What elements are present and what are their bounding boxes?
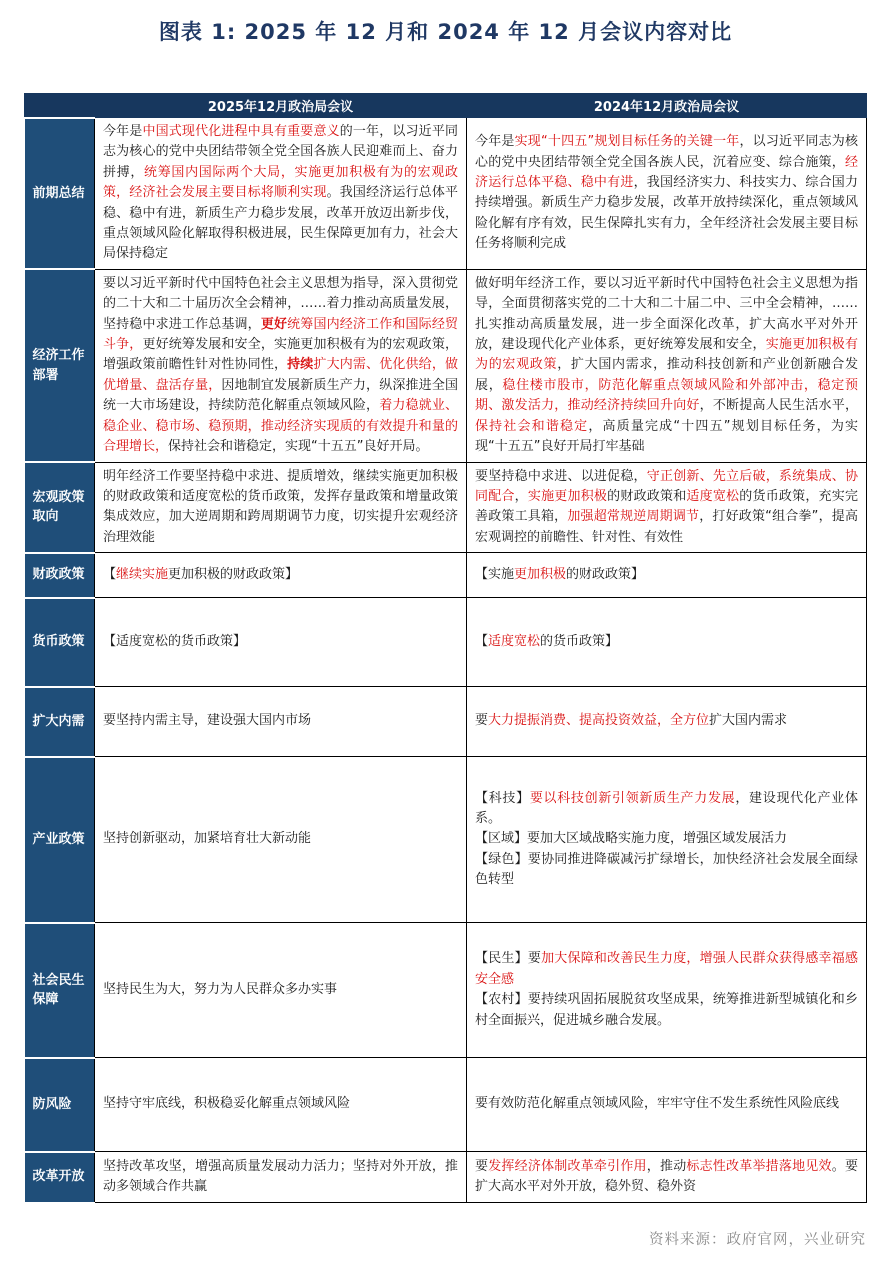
row-label: 扩大内需 <box>25 687 95 757</box>
emphasis-text: 标志性改革举措落地见效 <box>686 1158 832 1174</box>
body-text: ，以习近平同志为核心的党中央团结带领全党全国各族人民，沉着应变、综合施策， <box>475 134 858 170</box>
row-label: 产业政策 <box>25 757 95 923</box>
table-header-row <box>25 94 867 118</box>
body-text: 要坚持稳中求进、以进促稳， <box>475 468 647 484</box>
table-row <box>25 687 867 757</box>
cell-2025 <box>95 462 467 553</box>
table-row <box>25 757 867 923</box>
table-row <box>25 1152 867 1203</box>
cell-2025 <box>95 269 467 462</box>
cell-2024 <box>467 462 867 553</box>
emphasis-text: 经济运行总体平稳、稳中有进 <box>475 154 858 191</box>
emphasis-text: 适度宽松 <box>488 633 541 649</box>
body-text: ，扩大国内需求，推动科技创新和产业创新融合发展， <box>475 357 858 393</box>
body-text: 的货币政策】 <box>540 633 619 649</box>
body-text: 的财政政策】 <box>566 566 645 582</box>
cell-2024 <box>467 553 867 598</box>
emphasis-text: 加强超常规逆周期调节 <box>567 509 700 525</box>
cell-2024 <box>467 118 867 270</box>
body-text: 坚持守牢底线，积极稳妥化解重点领域风险 <box>103 1096 351 1112</box>
body-text: 今年是 <box>475 134 515 150</box>
table-body <box>25 118 867 1203</box>
cell-2025 <box>95 118 467 270</box>
body-text: 【农村】要持续巩固拓展脱贫攻坚成果，统筹推进新型城镇化和乡村全面振兴，促进城乡融合发展。 <box>475 992 858 1028</box>
body-text: 【 <box>103 566 117 582</box>
body-text: 坚持创新驱动，加紧培育壮大新动能 <box>103 831 312 847</box>
body-text: 【民生】要 <box>475 951 542 967</box>
cell-2025 <box>95 1152 467 1203</box>
emphasis-text: 中国式现代化进程中具有重要意义 <box>142 124 340 139</box>
body-text: 明年经济工作要坚持稳中求进、提质增效，继续实施更加积极的财政政策和适度宽松的货币政策，发挥存量政策和增量政策集成效应，加大逆周期和跨周期调节力度，切实提升宏观经济治理效能 <box>103 468 458 545</box>
body-text: 要 <box>475 1158 489 1174</box>
emphasis-text: 统筹国内经济工作和国际经贸斗争， <box>103 316 458 353</box>
row-label: 货币政策 <box>25 598 95 687</box>
emphasis-text: 发挥经济体制改革牵引作用 <box>488 1158 647 1174</box>
cell-2025 <box>95 1058 467 1152</box>
body-text: 。我国经济运行总体平稳、稳中有进，新质生产力稳步发展，改革开放迈出新步伐，重点领域风险化解取得积极进展，民生保障更加有力，社会大局保持稳定 <box>103 185 458 262</box>
emphasis-text: 守正创新、先立后破，系统集成、协同配合 <box>475 468 858 504</box>
emphasis-text: 持续 <box>287 357 314 373</box>
emphasis-text: 大力提振消费、提高投资效益，全方位 <box>488 713 710 729</box>
table-row <box>25 598 867 687</box>
body-text: 今年是 <box>103 124 143 139</box>
body-text: ，高质量完成“十四五”规划目标任务，为实现“十五五”良好开局打牢基础 <box>475 418 858 455</box>
body-text: ，打好政策“组合拳”，提高宏观调控的前瞻性、针对性、有效性 <box>475 509 858 545</box>
emphasis-text: 要以科技创新引领新质生产力发展 <box>529 790 736 806</box>
page-title: 图表 1: 2025 年 12 月和 2024 年 12 月会议内容对比 <box>158 20 733 44</box>
emphasis-text: 扩大内需、优化供给，做优增量、盘活存量， <box>103 357 458 393</box>
cell-2024 <box>467 269 867 462</box>
body-text: ，建设现代化产业体系。 <box>475 790 858 827</box>
row-label: 前期总结 <box>25 118 95 270</box>
cell-2025 <box>95 687 467 757</box>
row-label: 社会民生保障 <box>25 923 95 1058</box>
body-text: 保持社会和谐稳定，实现“十五五”良好开局。 <box>168 439 429 455</box>
body-text: 的财政政策和 <box>607 488 687 504</box>
emphasis-text: 实施更加积极有为的宏观政策 <box>475 337 858 373</box>
emphasis-text: 更好 <box>260 316 288 332</box>
emphasis-text: 统筹国内国际两个大局，实施更加积极有为的宏观政策，经济社会发展主要目标将顺利实现 <box>103 164 458 201</box>
table-row <box>25 1058 867 1152</box>
body-text: 的一年，以习近平同志为核心的党中央团结带领全党全国各族人民迎难而上、奋力拼搏， <box>103 124 458 180</box>
cell-2025 <box>95 553 467 598</box>
row-label: 财政政策 <box>25 553 95 598</box>
body-text: 【实施 <box>475 566 515 582</box>
body-text: 的货币政策，充实完善政策工具箱， <box>475 488 858 525</box>
cell-2024 <box>467 1058 867 1152</box>
emphasis-text: 稳住楼市股市，防范化解重点领域风险和外部冲击，稳定预期、激发活力，推动经济持续回升向好 <box>475 377 858 414</box>
body-text: 更好统筹发展和安全，实施更加积极有为的宏观政策，增强政策前瞻性针对性协同性， <box>103 337 458 373</box>
column-header-2024: 2024年12月政治局会议 <box>467 94 867 118</box>
emphasis-text: 实现“十四五”规划目标任务的关键一年 <box>514 134 740 150</box>
body-text: 扩大国内需求 <box>709 713 788 729</box>
table-row <box>25 269 867 462</box>
cell-2024 <box>467 598 867 687</box>
cell-2024 <box>467 687 867 757</box>
row-label: 防风险 <box>25 1058 95 1152</box>
column-header-2025: 2025年12月政治局会议 <box>95 94 467 118</box>
cell-2025 <box>95 598 467 687</box>
emphasis-text: 保持社会和谐稳定 <box>475 418 589 434</box>
body-text: 【 <box>475 633 489 649</box>
comparison-table <box>24 93 867 1204</box>
emphasis-text: 加大保障和改善民生力度，增强人民群众获得感幸福感安全感 <box>475 951 858 987</box>
emphasis-text: 继续实施 <box>116 566 169 582</box>
body-text: 【区域】要加大区域战略实施力度，增强区域发展活力 <box>475 831 788 847</box>
body-text: 要以习近平新时代中国特色社会主义思想为指导，深入贯彻党的二十大和二十届历次全会精神，……着力推动高质量发展，坚持稳中求进工作总基调， <box>103 275 458 332</box>
table-row <box>25 462 867 553</box>
table-row <box>25 553 867 598</box>
body-text: 要坚持内需主导，建设强大国内市场 <box>103 713 312 729</box>
body-text: 更加积极的财政政策】 <box>168 566 299 582</box>
body-text: ，我国经济实力、科技实力、综合国力持续增强。新质生产力稳步发展，改革开放持续深化，重点领域风险化解有序有效，民生保障扎实有力，全年经济社会发展主要目标任务将顺利完成 <box>475 175 858 252</box>
table-row <box>25 118 867 270</box>
row-label: 改革开放 <box>25 1152 95 1203</box>
body-text: 要有效防范化解重点领域风险，牢牢守住不发生系统性风险底线 <box>475 1096 840 1112</box>
row-label: 宏观政策取向 <box>25 462 95 553</box>
body-text: 【科技】 <box>475 790 530 806</box>
emphasis-text: 适度宽松 <box>686 488 740 504</box>
body-text: 坚持民生为大，努力为人民群众多办实事 <box>103 981 338 997</box>
column-header-blank <box>25 94 95 118</box>
row-label: 经济工作部署 <box>25 269 95 462</box>
body-text: 。要扩大高水平对外开放，稳外贸、稳外资 <box>475 1158 858 1195</box>
table-row <box>25 923 867 1058</box>
cell-2025 <box>95 757 467 923</box>
emphasis-text: 更加积极 <box>514 566 567 582</box>
cell-2024 <box>467 1152 867 1203</box>
body-text: 要 <box>475 713 489 729</box>
emphasis-text: 着力稳就业、稳企业、稳市场、稳预期，推动经济实现质的有效提升和量的合理增长， <box>103 398 458 455</box>
body-text: 因地制宜发展新质生产力，纵深推进全国统一大市场建设，持续防范化解重点领域风险， <box>103 377 458 414</box>
body-text: 坚持改革攻坚，增强高质量发展动力活力；坚持对外开放，推动多领域合作共赢 <box>103 1158 458 1195</box>
body-text: 【绿色】要协同推进降碳减污扩绿增长，加快经济社会发展全面绿色转型 <box>475 851 858 888</box>
body-text: ， <box>514 488 528 504</box>
cell-2024 <box>467 923 867 1058</box>
emphasis-text: 实施更加积极 <box>527 488 608 504</box>
body-text: ，推动 <box>646 1158 687 1174</box>
body-text: ，不断提高人民生活水平， <box>699 398 858 414</box>
cell-2025 <box>95 923 467 1058</box>
source-note: 资料来源：政府官网，兴业研究 <box>649 1232 866 1248</box>
body-text: 做好明年经济工作，要以习近平新时代中国特色社会主义思想为指导，全面贯彻落实党的二十大和二十届二中、三中全会精神，……扎实推动高质量发展，进一步全面深化改革，扩大高水平对外开放，建设现代化产业体系，更好统筹发展和安全， <box>475 275 858 353</box>
body-text: 【适度宽松的货币政策】 <box>103 633 247 649</box>
cell-2024 <box>467 757 867 923</box>
